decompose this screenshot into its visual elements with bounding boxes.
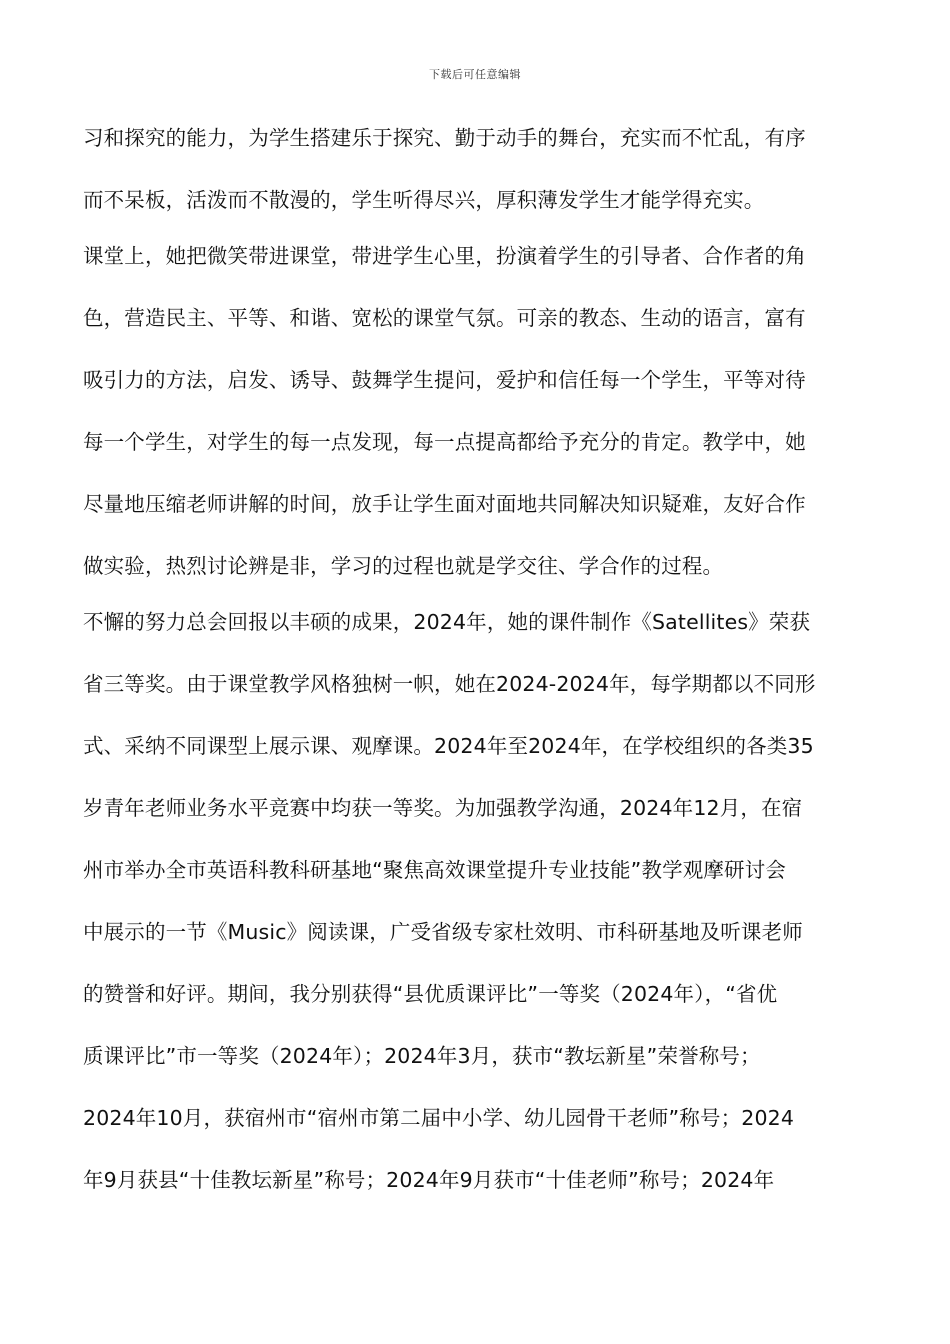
text-line: 不懈的努力总会回报以丰硕的成果，2024年，她的课件制作《Satellites》荣获 bbox=[83, 610, 811, 634]
text-line: 每一个学生，对学生的每一点发现，每一点提高都给予充分的肯定。教学中，她 bbox=[83, 430, 806, 454]
page-header-note: 下载后可任意编辑 bbox=[429, 68, 521, 81]
text-line: 色，营造民主、平等、和谐、宽松的课堂气氛。可亲的教态、生动的语言，富有 bbox=[83, 306, 806, 330]
text-line: 式、采纳不同课型上展示课、观摩课。2024年至2024年，在学校组织的各类35 bbox=[83, 734, 814, 758]
text-line: 而不呆板，活泼而不散漫的，学生听得尽兴，厚积薄发学生才能学得充实。 bbox=[83, 188, 765, 212]
text-line: 质课评比”市一等奖（2024年）；2024年3月，获市“教坛新星”荣誉称号； bbox=[83, 1044, 761, 1068]
text-line: 课堂上，她把微笑带进课堂，带进学生心里，扮演着学生的引导者、合作者的角 bbox=[83, 244, 806, 268]
text-line: 年9月获县“十佳教坛新星”称号；2024年9月获市“十佳老师”称号；2024年 bbox=[83, 1168, 775, 1192]
text-line: 做实验，热烈讨论辨是非，学习的过程也就是学交往、学合作的过程。 bbox=[83, 554, 724, 578]
text-line: 省三等奖。由于课堂教学风格独树一帜，她在2024-2024年，每学期都以不同形 bbox=[83, 672, 816, 696]
text-line: 习和探究的能力，为学生搭建乐于探究、勤于动手的舞台，充实而不忙乱，有序 bbox=[83, 126, 806, 150]
text-line: 2024年10月，获宿州市“宿州市第二届中小学、幼儿园骨干老师”称号；2024 bbox=[83, 1106, 795, 1130]
text-line: 州市举办全市英语科教科研基地“聚焦高效课堂提升专业技能”教学观摩研讨会 bbox=[83, 858, 786, 882]
text-line: 尽量地压缩老师讲解的时间，放手让学生面对面地共同解决知识疑难，友好合作 bbox=[83, 492, 806, 516]
text-line: 岁青年老师业务水平竞赛中均获一等奖。为加强教学沟通，2024年12月，在宿 bbox=[83, 796, 803, 820]
body-text bbox=[83, 118, 873, 1222]
text-line: 中展示的一节《Music》阅读课，广受省级专家杜效明、市科研基地及听课老师 bbox=[83, 920, 803, 944]
text-line: 的赞誉和好评。期间，我分别获得“县优质课评比”一等奖（2024年），“省优 bbox=[83, 982, 778, 1006]
text-line: 吸引力的方法，启发、诱导、鼓舞学生提问，爱护和信任每一个学生，平等对待 bbox=[83, 368, 806, 392]
